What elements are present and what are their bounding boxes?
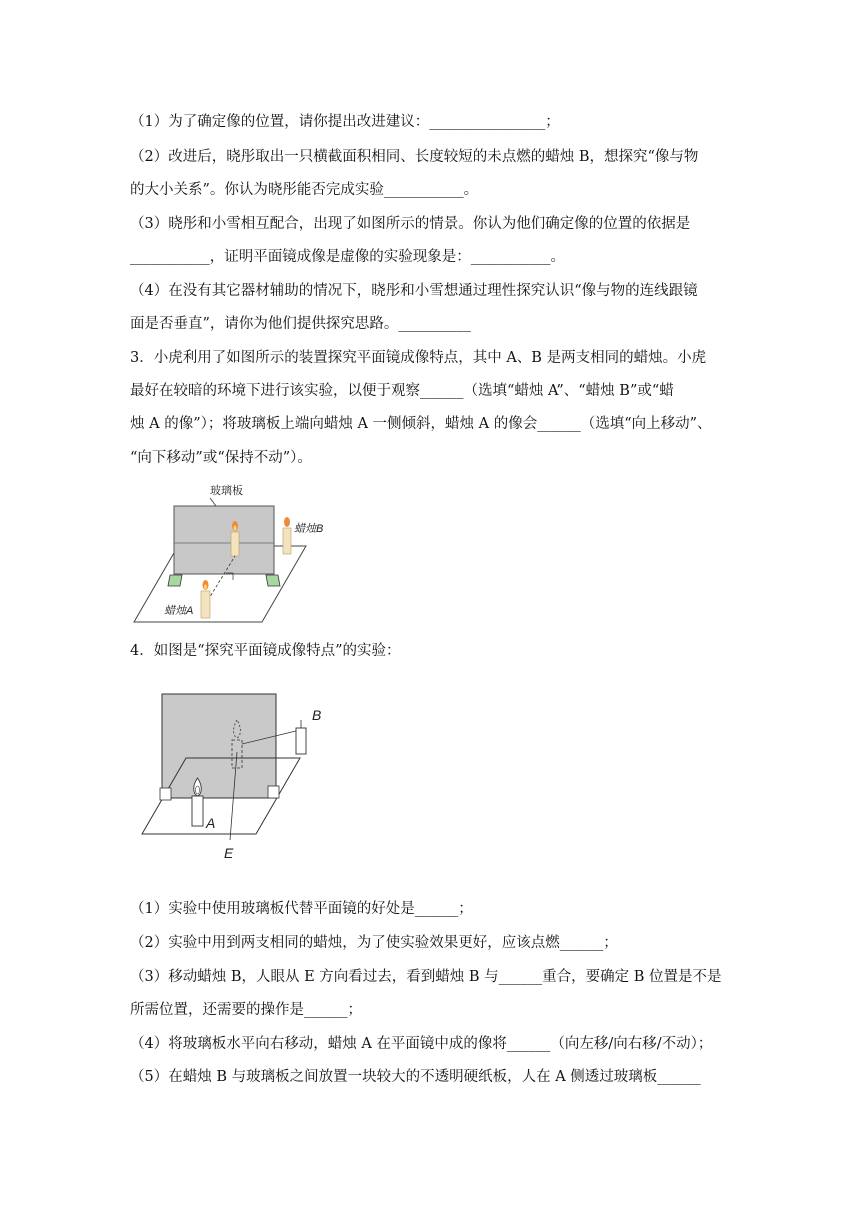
glass-support-left xyxy=(168,575,182,586)
q4-intro: 4．如图是“探究平面镜成像特点”的实验： xyxy=(130,643,401,659)
candle-image xyxy=(231,532,239,556)
q2-part3-line2: ___________，证明平面镜成像是虚像的实验现象是：___________。 xyxy=(130,249,565,265)
q3-line1: 3．小虎利用了如图所示的装置探究平面镜成像特点，其中 A、B 是两支相同的蜡烛。小虎 xyxy=(130,350,707,366)
q4-part3-line1: （3）移动蜡烛 B，人眼从 E 方向看过去，看到蜡烛 B 与______重合，要确定 B 位置是不是 xyxy=(130,969,722,985)
q3-figure xyxy=(130,476,324,626)
q3-line4: “向下移动”或“保持不动”）。 xyxy=(130,450,312,466)
q3-line2: 最好在较暗的环境下进行该实验，以便于观察______（选填“蜡烛 A”、“蜡烛 B”或“蜡 xyxy=(130,383,674,399)
glass-support-right xyxy=(268,786,279,798)
q2-part3-line1: （3）晓彤和小雪相互配合，出现了如图所示的情景。你认为他们确定像的位置的依据是 xyxy=(130,216,691,232)
label-candle-a: 蜡烛A xyxy=(164,605,194,617)
q2-part2-line2: 的大小关系”。你认为晓彤能否完成实验___________。 xyxy=(130,182,479,198)
q2-part2-line1: （2）改进后，晓彤取出一只横截面积相同、长度较短的未点燃的蜡烛 B，想探究“像与物 xyxy=(130,149,699,165)
candle-b xyxy=(296,728,306,754)
glass-support-right xyxy=(266,575,280,586)
label-glass-plate: 玻璃板 xyxy=(210,485,243,497)
label-eye-e: E xyxy=(224,845,234,861)
q4-figure xyxy=(140,692,340,864)
label-candle-b: B xyxy=(312,707,322,723)
q2-part4-line1: （4）在没有其它器材辅助的情况下，晓彤和小雪想通过理性探究认识“像与物的连线跟镜 xyxy=(130,283,698,299)
q4-part3-line2: 所需位置，还需要的操作是______； xyxy=(130,1002,362,1018)
glass-plate xyxy=(162,694,276,798)
candle-b xyxy=(283,528,291,554)
q4-part1: （1）实验中使用玻璃板代替平面镜的好处是______； xyxy=(130,901,473,917)
q4-part5: （5）在蜡烛 B 与玻璃板之间放置一块较大的不透明硬纸板，人在 A 侧透过玻璃板______ xyxy=(130,1069,701,1085)
label-candle-a: A xyxy=(206,815,216,831)
q2-part4-line2: 面是否垂直”，请你为他们提供探究思路。__________ xyxy=(130,316,471,332)
q2-part1: （1）为了确定像的位置，请你提出改进建议：________________； xyxy=(130,114,560,130)
q3-line3: 烛 A 的像”）；将玻璃板上端向蜡烛 A 一侧倾斜，蜡烛 A 的像会______（选填“向上移动”、 xyxy=(130,416,712,432)
glass-support-left xyxy=(160,788,171,800)
glass-plate xyxy=(174,506,274,574)
candle-a xyxy=(192,796,203,826)
label-candle-b: 蜡烛B xyxy=(294,523,324,535)
candle-a xyxy=(201,591,210,618)
q4-part4: （4）将玻璃板水平向右移动，蜡烛 A 在平面镜中成的像将______（向左移/向右移/不动）； xyxy=(130,1036,713,1052)
q4-part2: （2）实验中用到两支相同的蜡烛，为了使实验效果更好，应该点燃______； xyxy=(130,935,618,951)
